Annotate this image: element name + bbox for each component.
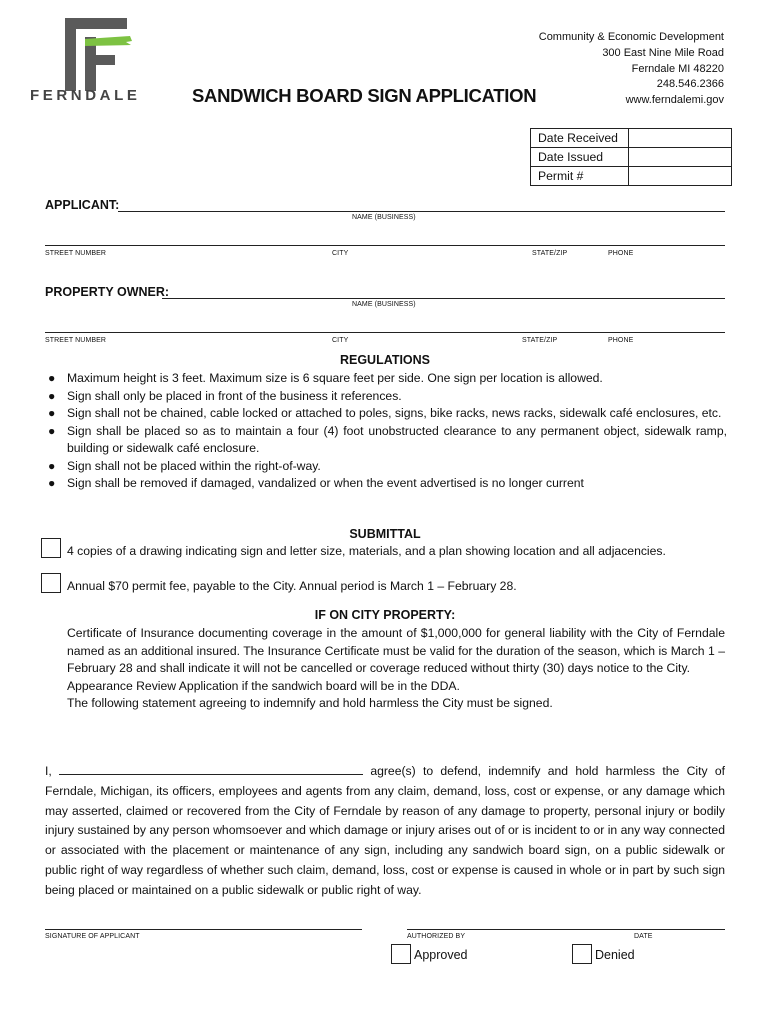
owner-phone-caption: PHONE bbox=[608, 337, 634, 344]
regulation-text: Maximum height is 3 feet. Maximum size is 6 square feet per side. One sign per location is allowed. bbox=[67, 371, 603, 385]
logo-text: FERNDALE bbox=[30, 87, 141, 104]
office-value[interactable] bbox=[629, 167, 732, 186]
regulation-text: Sign shall not be chained, cable locked or attached to poles, signs, bike racks, news racks, sidewalk café enclosures, etc. bbox=[67, 406, 722, 420]
city-property-body bbox=[67, 625, 725, 713]
approved-label: Approved bbox=[414, 948, 468, 962]
ferndale-logo bbox=[30, 15, 170, 105]
regulation-item: ● Maximum height is 3 feet. Maximum size is 6 square feet per side. One sign per location is allowed. bbox=[48, 371, 603, 385]
office-use-table bbox=[530, 128, 732, 186]
applicant-label: APPLICANT: bbox=[45, 198, 120, 212]
approved-checkbox[interactable] bbox=[391, 944, 411, 964]
regulation-item: ● Sign shall not be chained, cable locked or attached to poles, signs, bike racks, news racks, sidewalk café enclosures, etc. bbox=[48, 406, 722, 420]
authorized-caption: AUTHORIZED BY bbox=[407, 933, 466, 940]
denied-label: Denied bbox=[595, 948, 635, 962]
regulations-heading: REGULATIONS bbox=[339, 353, 431, 367]
regulation-text: Sign shall be removed if damaged, vandalized or when the event advertised is no longer current bbox=[67, 476, 584, 490]
office-row bbox=[531, 167, 732, 186]
owner-label: PROPERTY OWNER: bbox=[45, 285, 170, 299]
office-label: Date Issued bbox=[531, 148, 629, 167]
page-title: SANDWICH BOARD SIGN APPLICATION bbox=[192, 85, 537, 106]
applicant-signature-caption: SIGNATURE OF APPLICANT bbox=[45, 933, 140, 940]
submittal-checkbox-fee[interactable] bbox=[41, 573, 61, 593]
office-label: Date Received bbox=[531, 129, 629, 148]
indemnify-instruction-text: The following statement agreeing to indemnify and hold harmless the City must be signed. bbox=[67, 696, 553, 710]
indemnity-name-blank[interactable] bbox=[59, 763, 363, 775]
office-value[interactable] bbox=[629, 129, 732, 148]
office-row bbox=[531, 129, 732, 148]
owner-address-line[interactable] bbox=[45, 332, 725, 333]
regulation-text: Sign shall only be placed in front of the business it references. bbox=[67, 388, 402, 403]
office-value[interactable] bbox=[629, 148, 732, 167]
submittal-heading: SUBMITTAL bbox=[349, 527, 421, 541]
submittal-fee-text: Annual $70 permit fee, payable to the City. Annual period is March 1 – February 28. bbox=[67, 579, 517, 593]
regulation-item: ● Sign shall be removed if damaged, vandalized or when the event advertised is no longer current bbox=[48, 476, 584, 490]
denied-checkbox[interactable] bbox=[572, 944, 592, 964]
address-dept: Community & Economic Development bbox=[538, 31, 724, 43]
address-city: Ferndale MI 48220 bbox=[631, 62, 724, 75]
regulation-item: ● Sign shall only be placed in front of the business it references. bbox=[48, 388, 402, 403]
indemnity-prefix: I, bbox=[45, 764, 52, 778]
indemnity-paragraph bbox=[45, 762, 725, 901]
regulation-text: Sign shall not be placed within the right-of-way. bbox=[67, 458, 321, 473]
ferndale-logo-mark bbox=[30, 15, 170, 93]
owner-name-line[interactable] bbox=[162, 298, 725, 299]
owner-name-caption: NAME (BUSINESS) bbox=[352, 301, 416, 308]
office-label: Permit # bbox=[531, 167, 629, 186]
applicant-signature-line[interactable] bbox=[45, 929, 362, 930]
applicant-name-line[interactable] bbox=[118, 211, 725, 212]
applicant-address-line[interactable] bbox=[45, 245, 725, 246]
regulation-item: ● Sign shall not be placed within the right-of-way. bbox=[48, 458, 321, 473]
regulation-text: Sign shall be placed so as to maintain a four (4) foot unobstructed clearance to any permanent object, sidewalk ramp, building or sidewalk café enclosure. bbox=[67, 423, 727, 455]
applicant-street-caption: STREET NUMBER bbox=[45, 250, 107, 257]
insurance-paragraph: Certificate of Insurance documenting coverage in the amount of $1,000,000 for general liability with the City of Ferndale named as an additional insured. The Insurance Certificate must be valid for the duration of the season, which is March 1 – February 28 and shall indicate it will not be cancelled or coverage reduced without thirty (30) days notice to the City. bbox=[67, 626, 725, 675]
indemnity-text: agree(s) to defend, indemnify and hold harmless the City of Ferndale, Michigan, its officers, employees and agents from any claim, demand, loss, cost or expense, or any damage which may asserted, claimed or recovered from the City of Ferndale by reason of any damage to property, personal injury or bodily injury sustained by any person whomsoever and which damage or injury arises out of or is incident to or in any way connected or associated with the placement or maintenance of any sign, including any sandwich board sign, on a public sidewalk or public right of way regardless of whether such claim, demand, loss, cost or expense is caused in whole or in part by such sign being placed or maintained on a public sidewalk or public right of way. bbox=[45, 764, 725, 897]
submittal-checkbox-drawings[interactable] bbox=[41, 538, 61, 558]
authorized-line[interactable] bbox=[407, 929, 725, 930]
owner-city-caption: CITY bbox=[332, 337, 349, 344]
date-caption: DATE bbox=[634, 933, 653, 940]
applicant-city-caption: CITY bbox=[332, 250, 349, 257]
regulations-list bbox=[45, 370, 727, 493]
address-street: 300 East Nine Mile Road bbox=[602, 46, 724, 59]
applicant-phone-caption: PHONE bbox=[608, 250, 634, 257]
office-row bbox=[531, 148, 732, 167]
owner-state-caption: STATE/ZIP bbox=[522, 337, 558, 344]
appearance-review-text: Appearance Review Application if the sandwich board will be in the DDA. bbox=[67, 678, 460, 693]
regulation-item: ● Sign shall be placed so as to maintain a four (4) foot unobstructed clearance to any permanent object, sidewalk ramp, building or sidewalk café enclosure. bbox=[48, 423, 727, 455]
address-web: www.ferndalemi.gov bbox=[625, 94, 724, 107]
city-property-heading: IF ON CITY PROPERTY: bbox=[314, 608, 456, 622]
applicant-state-caption: STATE/ZIP bbox=[532, 250, 568, 257]
applicant-name-caption: NAME (BUSINESS) bbox=[352, 214, 416, 221]
submittal-drawings-text: 4 copies of a drawing indicating sign and letter size, materials, and a plan showing location and all adjacencies. bbox=[67, 544, 666, 558]
address-block bbox=[539, 30, 724, 109]
address-phone: 248.546.2366 bbox=[656, 78, 724, 91]
owner-street-caption: STREET NUMBER bbox=[45, 337, 107, 344]
